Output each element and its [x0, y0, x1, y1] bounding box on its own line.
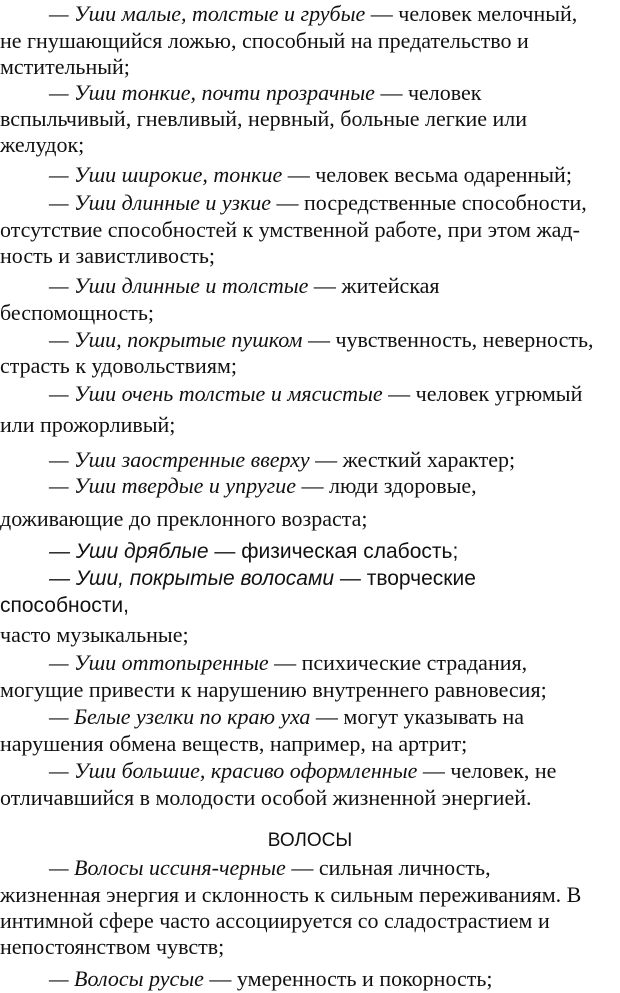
entry-line: интимной сфере часто ассоциируется со сладострастием и — [0, 908, 550, 933]
entry-text: — житейская — [308, 273, 440, 298]
entry-line: страсть к удовольствиям; — [0, 353, 237, 378]
entry-term: — Волосы иссиня-черные — [49, 855, 286, 880]
entry-line: доживающие до преклонного возраста; — [0, 506, 368, 531]
entry-line — [49, 190, 587, 216]
entry-term: — Уши длинные и толстые — [49, 273, 309, 298]
entry-line — [49, 650, 527, 676]
entry-term: — Уши твердые и упругие — [49, 473, 296, 498]
entry-line — [49, 704, 524, 730]
entry-line: мстительный; — [0, 54, 130, 79]
entry-term: — Уши длинные и узкие — [49, 190, 272, 215]
entry-line: беспомощность; — [0, 300, 155, 325]
entry-text: — люди здоровые, — [295, 473, 477, 498]
entry-line: непостоянством чувств; — [0, 934, 225, 959]
entry-text: — психические страдания, — [268, 650, 528, 675]
entry-line — [49, 80, 481, 106]
entry-line: желудок; — [0, 132, 85, 157]
entry-line: или прожорливый; — [0, 412, 176, 437]
entry-term: — Уши дряблые — [49, 540, 209, 563]
entry-line: нарушения обмена веществ, например, на артрит; — [0, 731, 468, 756]
entry-line: часто музыкальные; — [0, 622, 189, 647]
entry-term: — Уши оттопыренные — [49, 650, 269, 675]
entry-term: — Уши широкие, тонкие — [49, 162, 283, 187]
entry-line: вспыльчивый, гневливый, нервный, больные легкие или — [0, 106, 528, 131]
entry-line — [49, 381, 582, 407]
section-heading: ВОЛОСЫ — [267, 830, 353, 851]
entry-text: — умеренность и покорность; — [203, 966, 493, 991]
entry-term: — Уши тонкие, почти прозрачные — [49, 80, 375, 105]
entry-line: ность и завистливость; — [0, 243, 216, 268]
entry-line: отсутствие способностей к умственной работе, при этом жад- — [0, 217, 580, 242]
entry-line — [49, 273, 440, 299]
entry-text: — физическая слабость; — [208, 540, 459, 563]
entry-term: — Уши малые, толстые и грубые — [49, 1, 366, 26]
entry-line — [49, 447, 515, 473]
entry-line — [49, 855, 491, 881]
entry-text: — человек угрюмый — [382, 381, 583, 406]
entry-term: — Уши заостренные вверху — [49, 447, 310, 472]
entry-text: — человек мелочный, — [365, 1, 578, 26]
entry-line: способности, — [0, 594, 129, 617]
entry-text: — человек весьма одаренный; — [282, 162, 572, 187]
entry-line: могущие привести к нарушению внутреннего равновесия; — [0, 677, 547, 702]
entry-text: — посредственные способности, — [271, 190, 587, 215]
entry-line — [49, 327, 593, 353]
entry-text: — могут указывать на — [310, 704, 525, 729]
entry-line — [49, 1, 577, 27]
entry-text: — человек — [374, 80, 482, 105]
entry-term: — Уши очень толстые и мясистые — [49, 381, 383, 406]
entry-line — [49, 539, 458, 565]
entry-text: — творческие — [334, 567, 476, 590]
entry-text: — сильная личность, — [285, 855, 491, 880]
entry-text: — жесткий характер; — [309, 447, 516, 472]
entry-term: — Белые узелки по краю уха — [49, 704, 311, 729]
entry-text: — человек, не — [417, 758, 557, 783]
entry-term: — Волосы русые — [49, 966, 204, 991]
entry-line: не гнушающийся ложью, способный на предательство и — [0, 28, 529, 53]
entry-line — [49, 758, 556, 784]
entry-term: — Уши большие, красиво оформленные — [49, 758, 418, 783]
entry-term: — Уши, покрытые пушком — [49, 327, 303, 352]
entry-line — [49, 473, 477, 499]
entry-line: жизненная энергия и склонность к сильным переживаниям. В — [0, 882, 582, 907]
entry-line — [49, 566, 476, 592]
entry-line: отличавшийся в молодости особой жизненной энергией. — [0, 785, 532, 810]
entry-line — [49, 966, 493, 992]
entry-term: — Уши, покрытые волосами — [49, 567, 335, 590]
entry-text: — чувственность, неверность, — [302, 327, 594, 352]
entry-line — [49, 162, 572, 188]
